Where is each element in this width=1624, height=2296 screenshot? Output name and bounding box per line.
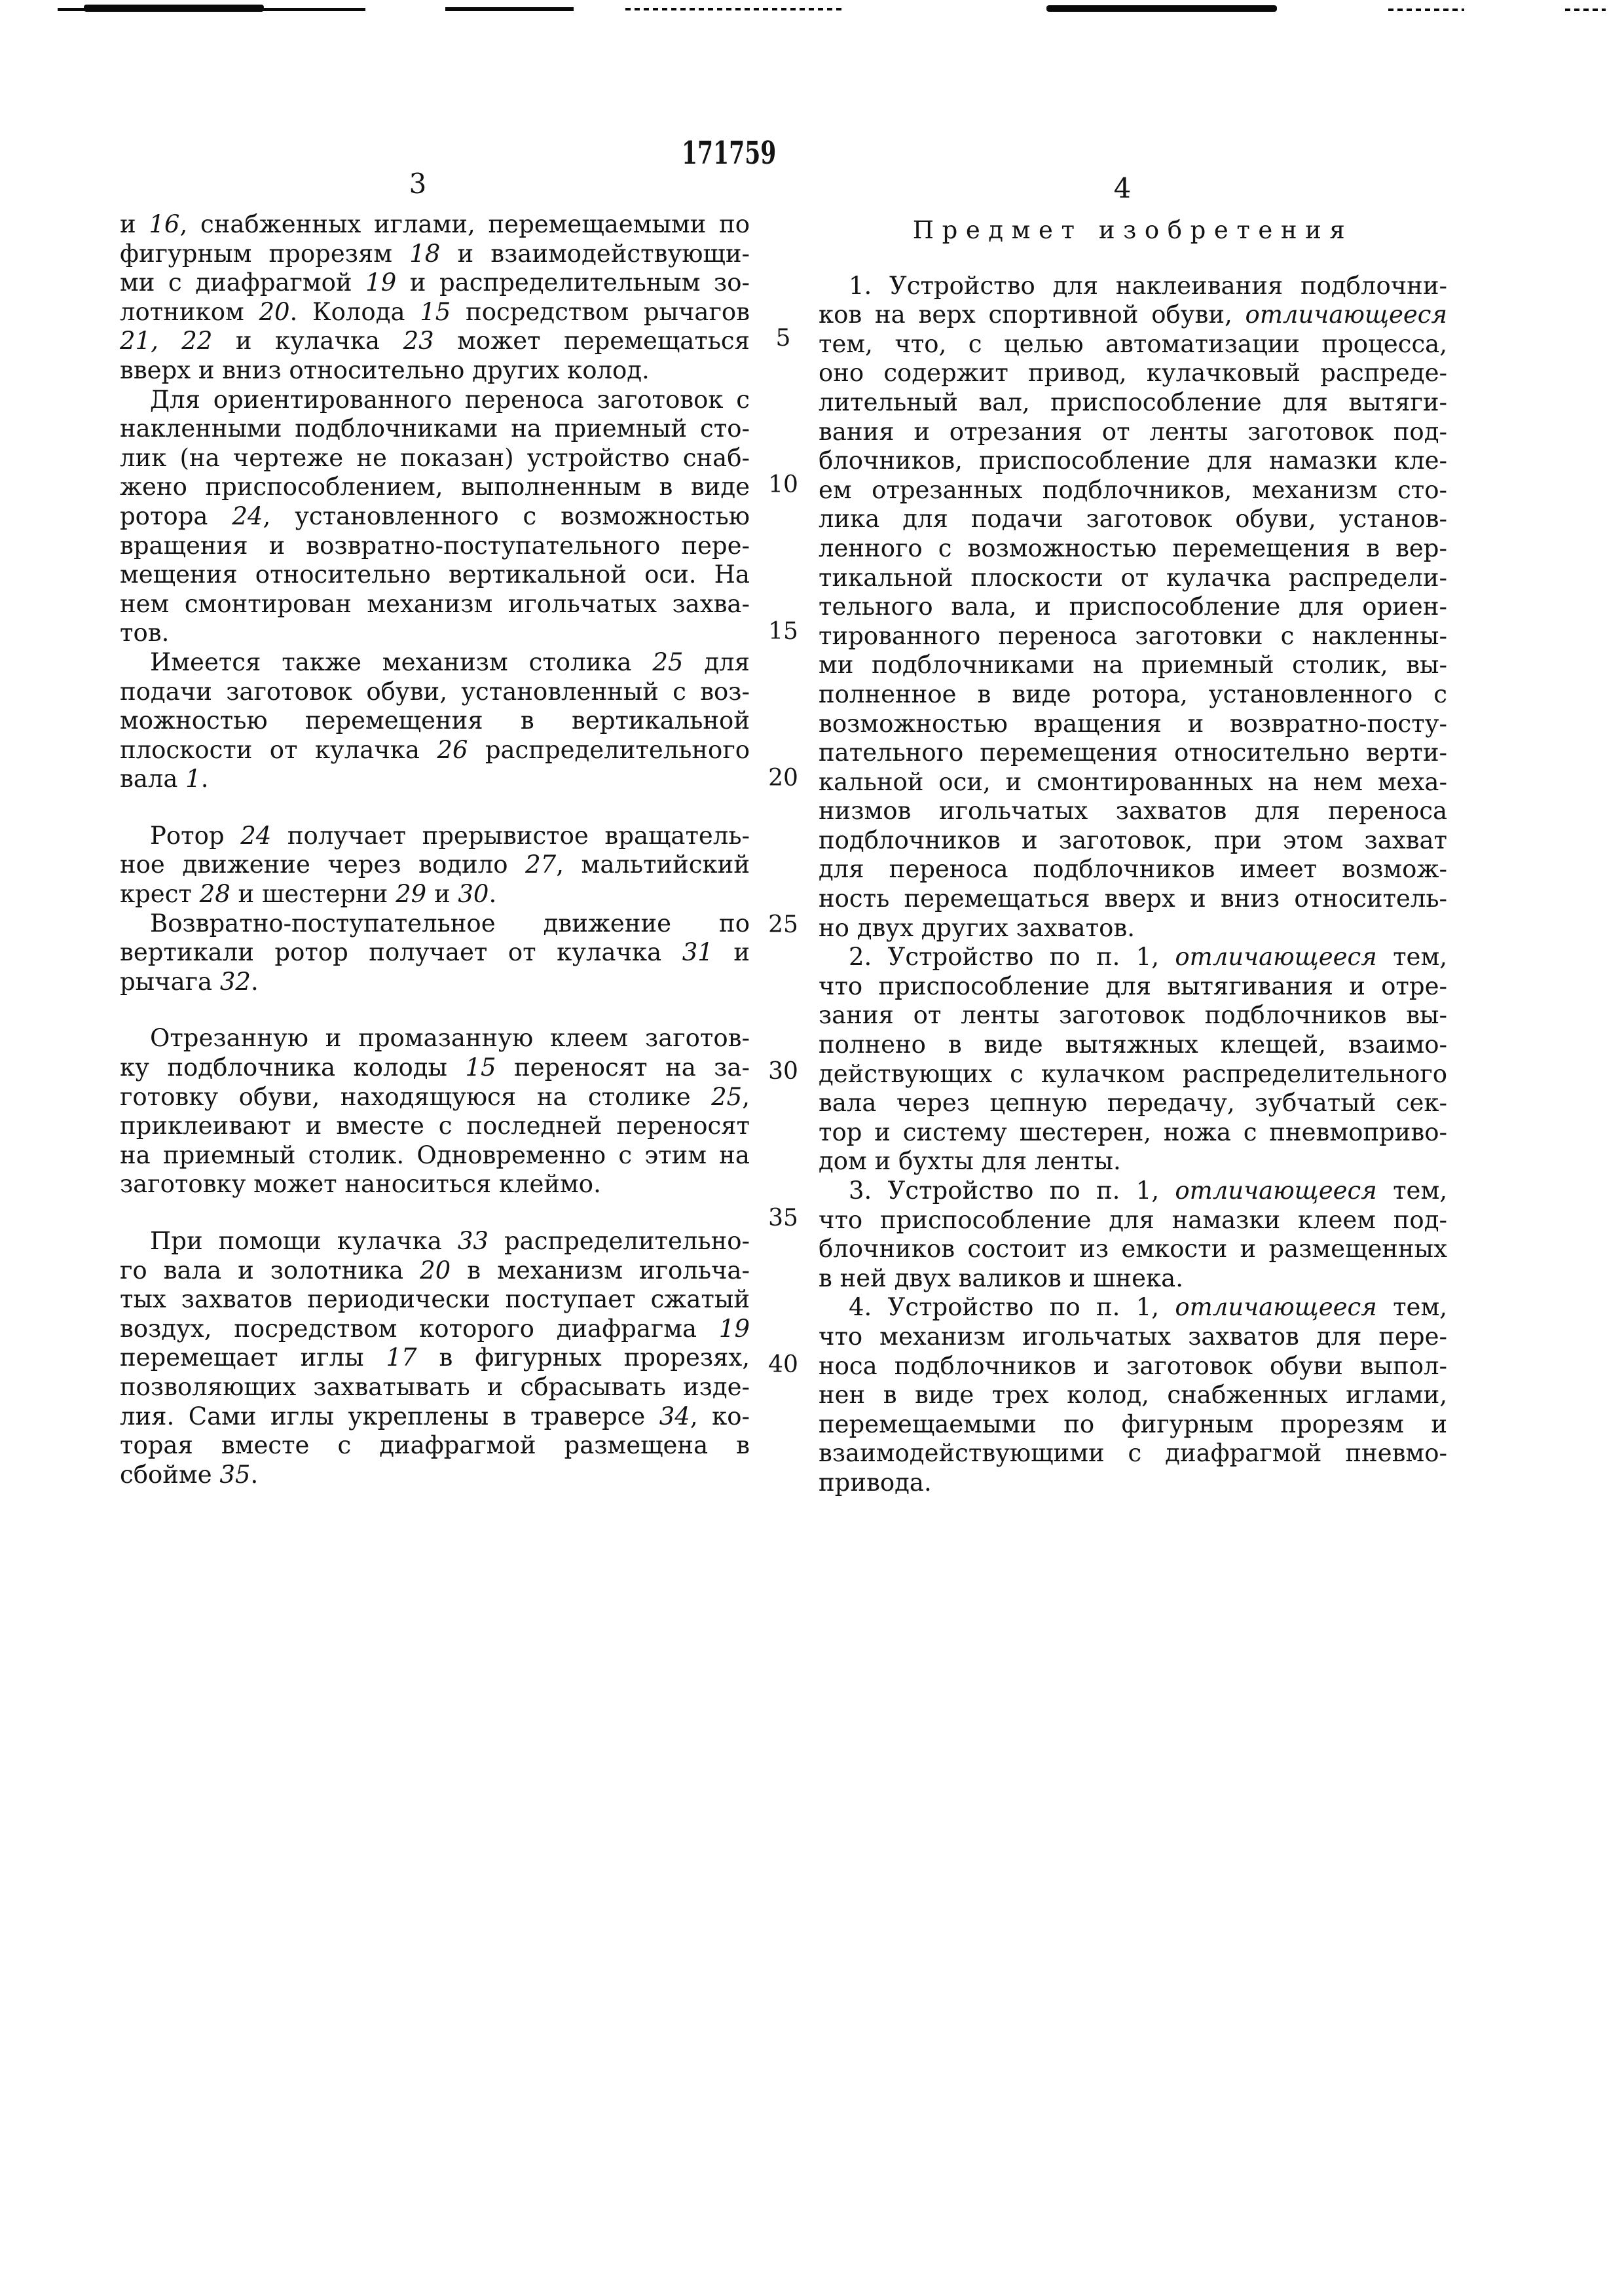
text-line: носа подблочников и заготовок обуви выпол-: [819, 1351, 1447, 1380]
text-line: Имеется также механизм столика 25 для: [150, 647, 750, 676]
gutter-line-number: 40: [768, 1351, 798, 1378]
text-line: накленными подблочниками на приемный сто-: [120, 414, 750, 443]
gutter-line-number: 35: [768, 1205, 798, 1231]
text-line: низмов игольчатых захватов для переноса: [819, 797, 1447, 826]
text-line: ленного с возможностью перемещения в вер-: [819, 534, 1447, 562]
gutter-line-number: 5: [775, 325, 791, 352]
text-line: 2. Устройство по п. 1, отличающееся тем,: [849, 943, 1447, 972]
scan-artifact: [445, 7, 574, 11]
patent-number: 171759: [682, 135, 777, 172]
text-line: вала 1.: [120, 765, 209, 793]
paragraph: [819, 1293, 1447, 1497]
text-line: позволяющих захватывать и сбрасывать изде-: [120, 1372, 750, 1401]
text-line: блочников, приспособление для намазки кле-: [819, 446, 1447, 475]
scan-artifact: [625, 8, 841, 10]
text-line: плоскости от кулачка 26 распределительного: [120, 735, 750, 764]
scan-artifact: [1388, 9, 1464, 11]
text-line: взаимодействующими с диафрагмой пневмо-: [819, 1439, 1447, 1468]
text-line: ротора 24, установленного с возможностью: [120, 501, 750, 530]
text-line: тем, что, с целью автоматизации процесса,: [819, 329, 1447, 358]
text-line: нем смонтирован механизм игольчатых захва-: [120, 589, 750, 618]
text-line: мещения относительно вертикальной оси. На: [120, 560, 750, 589]
text-line: вращения и возвратно-поступательного пере-: [120, 531, 750, 560]
text-line: ное движение через водило 27, мальтийский: [120, 850, 750, 879]
page-number-left: 3: [409, 168, 427, 200]
text-line: го вала и золотника 20 в механизм игольча-: [120, 1256, 750, 1285]
text-line: подблочников и заготовок, при этом захват: [819, 826, 1447, 854]
paragraph: [120, 648, 750, 794]
text-line: тов.: [120, 619, 170, 647]
left-column-text: [120, 210, 750, 1489]
text-line: для переноса подблочников имеет возмож-: [819, 855, 1447, 884]
gutter-line-number: 30: [768, 1058, 798, 1085]
gutter-line-number: 25: [768, 911, 798, 938]
page-number-right: 4: [1113, 172, 1132, 204]
text-line: сбойме 35.: [120, 1460, 259, 1489]
scan-artifact: [84, 5, 264, 12]
text-line: тельного вала, и приспособление для ориен-: [819, 592, 1447, 621]
text-line: жено приспособлением, выполненным в виде: [120, 473, 750, 501]
text-line: возможностью вращения и возвратно-посту-: [819, 709, 1447, 738]
text-line: в ней двух валиков и шнека.: [819, 1264, 1183, 1292]
text-line: тированного переноса заготовки с накленны-: [819, 621, 1447, 650]
text-line: ми с диафрагмой 19 и распределительным зо-: [120, 268, 750, 297]
text-line: фигурным прорезям 18 и взаимодействующи-: [120, 239, 750, 268]
text-line: Возвратно-поступательное движение по: [150, 909, 750, 938]
text-line: ность перемещаться вверх и вниз относитель-: [819, 884, 1447, 913]
text-line: ков на верх спортивной обуви, отличающееся: [819, 301, 1447, 329]
text-line: торая вместе с диафрагмой размещена в: [120, 1431, 750, 1460]
text-line: лик (на чертеже не показан) устройство снаб-: [120, 443, 750, 472]
text-line: лия. Сами иглы укреплены в траверсе 34, ко-: [120, 1402, 750, 1430]
text-line: 21, 22 и кулачка 23 может перемещаться: [120, 327, 750, 355]
text-line: крест 28 и шестерни 29 и 30.: [120, 880, 497, 909]
text-line: перемещает иглы 17 в фигурных прорезях,: [120, 1343, 750, 1372]
text-line: перемещаемыми по фигурным прорезям и: [819, 1410, 1447, 1438]
text-line: ми подблочниками на приемный столик, вы-: [819, 651, 1447, 680]
text-line: заготовку может наноситься клеймо.: [120, 1170, 601, 1199]
paragraph: [120, 1024, 750, 1199]
text-line: на приемный столик. Одновременно с этим на: [120, 1140, 750, 1169]
text-line: блочников состоит из емкости и размещенных: [819, 1235, 1447, 1264]
text-line: кальной оси, и смонтированных на нем меха-: [819, 767, 1447, 796]
text-line: воздух, посредством которого диафрагма 19: [120, 1314, 750, 1343]
text-line: что приспособление для вытягивания и отре-: [819, 972, 1447, 1000]
text-line: дом и бухты для ленты.: [819, 1147, 1121, 1176]
text-line: можностью перемещения в вертикальной: [120, 706, 750, 735]
text-line: тых захватов периодически поступает сжатый: [120, 1285, 750, 1314]
text-line: 4. Устройство по п. 1, отличающееся тем,: [849, 1293, 1447, 1322]
claims-heading: Предмет изобретения: [912, 216, 1354, 244]
text-line: 3. Устройство по п. 1, отличающееся тем,: [849, 1176, 1447, 1205]
text-line: и 16, снабженных иглами, перемещаемыми по: [120, 210, 750, 238]
text-line: ку подблочника колоды 15 переносят на за-: [120, 1053, 750, 1082]
text-line: что приспособление для намазки клеем под-: [819, 1205, 1447, 1234]
scan-artifact: [1565, 9, 1606, 11]
gutter-line-number: 20: [768, 765, 798, 792]
paragraph: [819, 943, 1447, 1176]
text-line: вертикали ротор получает от кулачка 31 и: [120, 938, 750, 967]
paragraph: [120, 1227, 750, 1489]
text-line: полненное в виде ротора, установленного с: [819, 680, 1447, 708]
text-line: вала через цепную передачу, зубчатый сек-: [819, 1089, 1447, 1118]
text-line: лотником 20. Колода 15 посредством рычагов: [120, 297, 750, 326]
text-line: подачи заготовок обуви, установленный с воз-: [120, 677, 750, 706]
text-line: что механизм игольчатых захватов для пере-: [819, 1322, 1447, 1351]
text-line: тикальной плоскости от кулачка распредели-: [819, 563, 1447, 592]
paragraph: [819, 1176, 1447, 1293]
text-line: Отрезанную и промазанную клеем заготов-: [150, 1024, 750, 1053]
text-line: При помощи кулачка 33 распределительно-: [150, 1227, 750, 1255]
scan-artifact: [1046, 5, 1277, 12]
text-line: Для ориентированного переноса заготовок с: [150, 385, 750, 414]
text-line: полнено в виде вытяжных клещей, взаимо-: [819, 1030, 1447, 1059]
text-line: Ротор 24 получает прерывистое вращатель-: [150, 821, 750, 850]
text-line: тор и систему шестерен, ножа с пневмоприво-: [819, 1118, 1447, 1146]
paragraph: [120, 909, 750, 997]
paragraph: [120, 822, 750, 909]
text-line: приклеивают и вместе с последней переносят: [120, 1112, 750, 1140]
text-line: оно содержит привод, кулачковый распреде-: [819, 359, 1447, 388]
text-line: готовку обуви, находящуюся на столике 25,: [120, 1082, 750, 1111]
text-line: ем отрезанных подблочников, механизм сто-: [819, 475, 1447, 504]
right-column-text: [819, 216, 1447, 1498]
text-line: нен в виде трех колод, снабженных иглами,: [819, 1381, 1447, 1410]
paragraph: [120, 210, 750, 386]
text-line: лительный вал, приспособление для вытяги-: [819, 388, 1447, 416]
text-line: привода.: [819, 1468, 932, 1497]
claims-body: [819, 272, 1447, 1498]
gutter-line-number: 10: [768, 471, 798, 498]
text-line: рычага 32.: [120, 967, 259, 996]
text-line: 1. Устройство для наклеивания подблочни-: [849, 271, 1447, 300]
text-line: но двух других захватов.: [819, 913, 1135, 942]
text-line: зания от ленты заготовок подблочников вы-: [819, 1001, 1447, 1030]
text-line: вверх и вниз относительно других колод.: [120, 355, 650, 384]
text-line: пательного перемещения относительно верти-: [819, 738, 1447, 767]
text-line: лика для подачи заготовок обуви, установ-: [819, 505, 1447, 534]
paragraph: [819, 272, 1447, 943]
gutter-line-number: 15: [768, 618, 798, 645]
text-line: действующих с кулачком распределительного: [819, 1059, 1447, 1088]
text-line: вания и отрезания от ленты заготовок под-: [819, 417, 1447, 446]
paragraph: [120, 386, 750, 648]
